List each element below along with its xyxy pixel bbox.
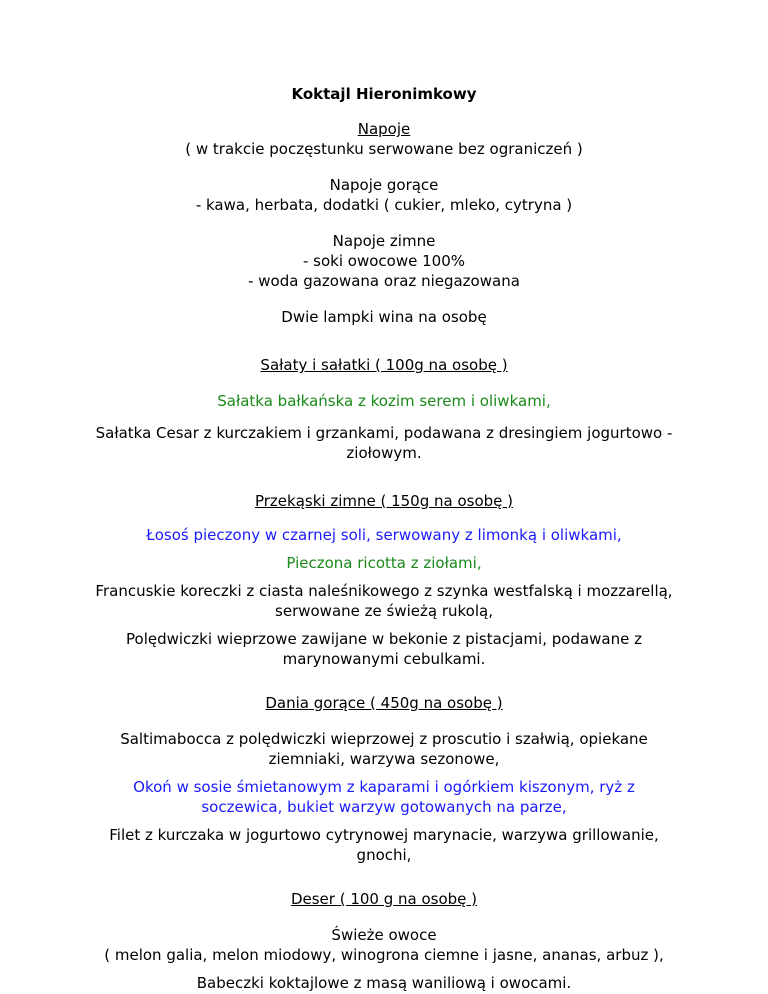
dania-item (0, 825, 768, 865)
napoje-zimne-item: - soki owocowe 100% (303, 252, 465, 270)
napoje-subtitle: ( w trakcie poczęstunku serwowane bez ograniczeń ) (185, 140, 583, 158)
menu-title: Koktajl Hieronimkowy (291, 85, 477, 103)
section-salaty (0, 355, 768, 375)
deser-item (0, 925, 768, 965)
dania-item (0, 777, 768, 817)
przekaski-heading: Przekąski zimne ( 150g na osobę ) (254, 492, 514, 510)
section-napoje (0, 119, 768, 159)
przekaski-item-line: marynowanymi cebulkami. (282, 650, 486, 668)
przekaski-item-line: serwowane ze świeżą rukolą, (275, 602, 493, 620)
dania-heading: Dania gorące ( 450g na osobę ) (265, 694, 503, 712)
napoje-gorace (0, 175, 768, 215)
przekaski-item: Łosoś pieczony w czarnej soli, serwowany z limonką i oliwkami, (146, 526, 622, 544)
wino-line: Dwie lampki wina na osobę (281, 308, 487, 326)
napoje-zimne-title: Napoje zimne (332, 232, 436, 250)
dania-item-line: gnochi, (356, 846, 412, 864)
napoje-zimne (0, 231, 768, 291)
salaty-heading: Sałaty i sałatki ( 100g na osobę ) (260, 356, 508, 374)
napoje-wino (0, 307, 768, 327)
dania-item-line: Filet z kurczaka w jogurtowo cytrynowej marynacie, warzywa grillowanie, (109, 826, 659, 844)
przekaski-item (0, 581, 768, 621)
section-przekaski (0, 491, 768, 511)
deser-item-line: Świeże owoce (331, 926, 437, 944)
przekaski-item-line: Polędwiczki wieprzowe zawijane w bekonie z pistacjami, podawane z (126, 630, 642, 648)
dania-item-line: Okoń w sosie śmietanowym z kaparami i ogórkiem kiszonym, ryż z (133, 778, 635, 796)
dania-item-line: Saltimabocca z polędwiczki wieprzowej z proscutio i szałwią, opiekane (120, 730, 648, 748)
deser-item-line: ( melon galia, melon miodowy, winogrona ciemne i jasne, ananas, arbuz ), (104, 946, 664, 964)
przekaski-item-line: Francuskie koreczki z ciasta naleśnikowego z szynka westfalską i mozzarellą, (95, 582, 673, 600)
salaty-item-line: ziołowym. (346, 444, 422, 462)
napoje-heading: Napoje (357, 120, 411, 138)
napoje-gorace-title: Napoje gorące (329, 176, 439, 194)
napoje-zimne-item: - woda gazowana oraz niegazowana (248, 272, 520, 290)
deser-heading: Deser ( 100 g na osobę ) (290, 890, 478, 908)
przekaski-item: Pieczona ricotta z ziołami, (286, 554, 482, 572)
salaty-item-line: Sałatka Cesar z kurczakiem i grzankami, podawana z dresingiem jogurtowo - (95, 424, 673, 442)
salaty-item (0, 423, 768, 463)
przekaski-item (0, 629, 768, 669)
dania-item-line: soczewica, bukiet warzyw gotowanych na parze, (201, 798, 567, 816)
dania-item (0, 729, 768, 769)
section-deser (0, 889, 768, 909)
section-dania (0, 693, 768, 713)
salaty-item: Sałatka bałkańska z kozim serem i oliwkami, (217, 392, 551, 410)
napoje-gorace-item: - kawa, herbata, dodatki ( cukier, mleko, cytryna ) (195, 196, 573, 214)
dania-item-line: ziemniaki, warzywa sezonowe, (268, 750, 500, 768)
deser-item: Babeczki koktajlowe z masą waniliową i owocami. (196, 974, 572, 992)
